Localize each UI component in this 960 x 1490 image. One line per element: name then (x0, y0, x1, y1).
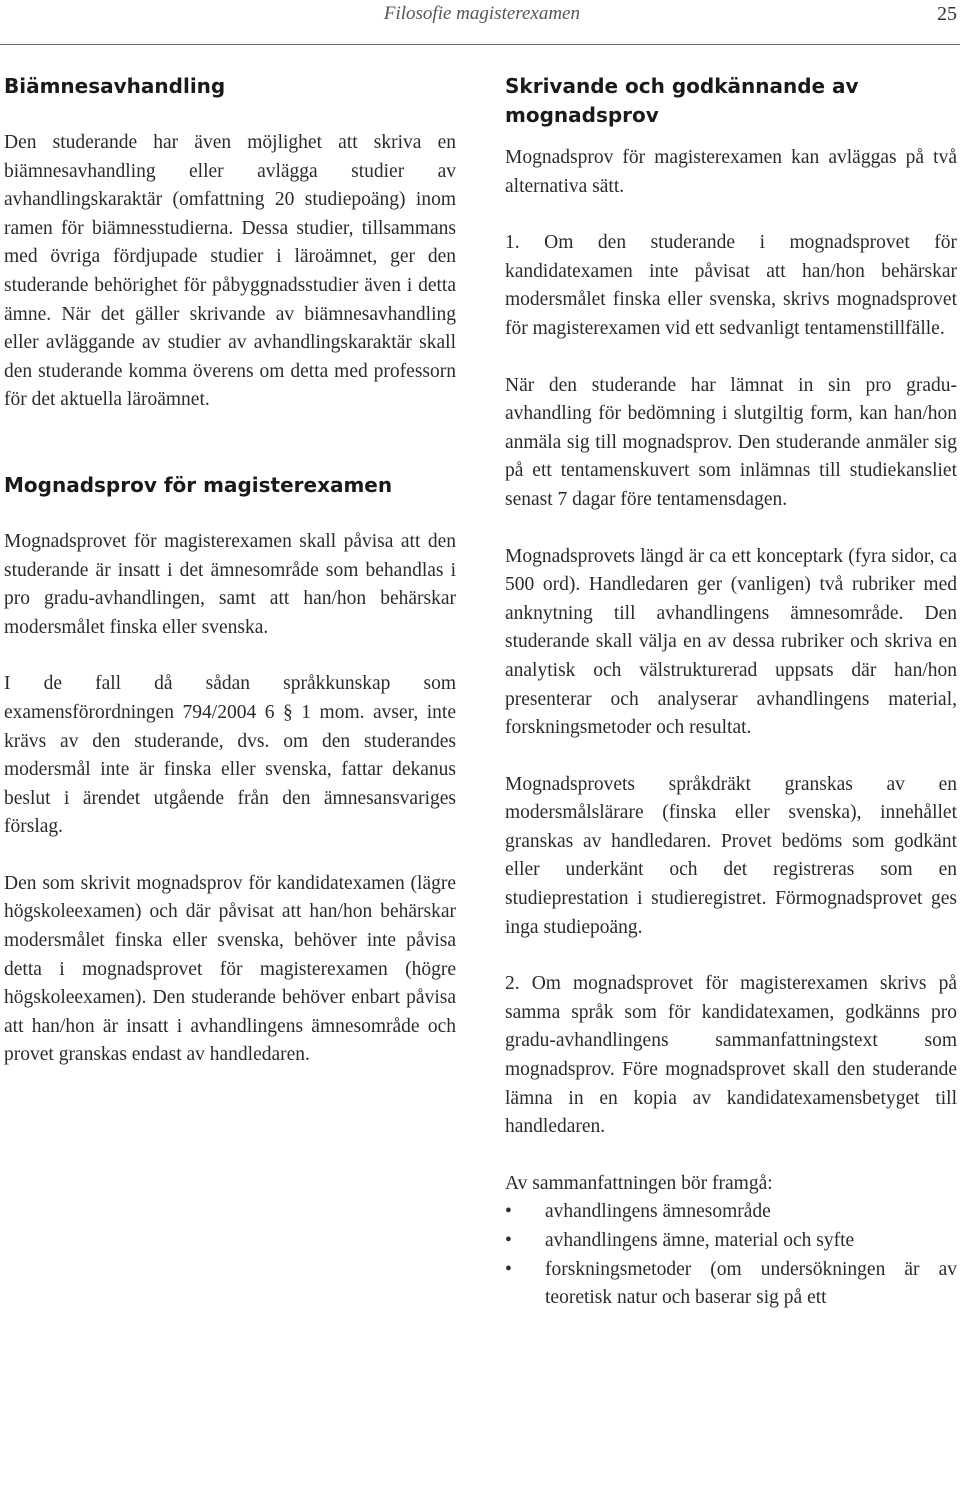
running-title: Filosofie magisterexamen (383, 3, 580, 24)
paragraph: I de fall då sådan språkkunskap som examensförordningen 794/2004 6 § 1 mom. avser, inte krävs av den studerande, dvs. om den studerandes modersmål inte är finska eller svenska, fattar dekanus beslut i ärendet utgående från den ämnesansvariges förslag. (4, 673, 456, 838)
paragraph: Mognadsprovets språkdräkt granskas av en modersmålslärare (finska eller svenska), innehållet granskas av handledaren. Provet bedöms som godkänt eller underkänt och det registreras som en studieprestation i studieregistret. Förmognadsprovet ges inga studiepoäng. (505, 773, 957, 938)
paragraph: 2. Om mognadsprovet för magisterexamen skrivs på samma språk som för kandidatexamen, godkänns pro gradu-avhandlingens sammanfattningstext som mognadsprov. Före mognadsprovet skall den studerande lämna in en kopia av kandidatexamensbetyget till handledaren. (505, 973, 957, 1138)
list-item: • avhandlingens ämnesområde (545, 1198, 957, 1227)
section-heading-mognadsprov: Mognadsprov för magisterexamen (4, 472, 393, 497)
bullet-list (505, 1198, 957, 1312)
paragraph: Den studerande har även möjlighet att skriva en biämnesavhandling eller avlägga studier av avhandlingskaraktär (omfattning 20 studiepoäng) inom ramen för biämnesstudierna. Dessa studier, tillsammans med övriga fördjupade studier i läroämnet, ger den studerande behörighet för påbyggnadsstudier även i detta ämne. När det gäller skrivande av biämnesavhandling eller avläggande av studier av avhandlingskaraktär skall den studerande komma överens om detta med professorn för det aktuella läroämnet. (4, 132, 456, 411)
left-column (4, 72, 456, 1070)
paragraph: När den studerande har lämnat in sin pro gradu-avhandling för bedömning i slutgiltig form, kan han/hon anmäla sig till mognadsprov. Den studerande anmäler sig på ett tentamenskuvert som inlämnas till studiekansliet senast 7 dagar före tentamensdagen. (505, 374, 957, 510)
list-intro: Av sammanfattningen bör framgå: (505, 1172, 773, 1194)
right-column (505, 72, 957, 1313)
list-item: • forskningsmetoder (om undersökningen är av teoretisk natur och baserar sig på ett (545, 1256, 957, 1313)
paragraph: Den som skrivit mognadsprov för kandidatexamen (lägre högskoleexamen) och där påvisat att han/hon behärskar modersmålet finska eller svenska, behöver inte påvisa detta i mognadsprovet för magisterexamen (högre högskoleexamen). Den studerande behöver enbart påvisa att han/hon är insatt i avhandlingens ämnesområde och provet granskas endast av handledaren. (4, 872, 456, 1066)
bullet-icon: • (505, 1258, 512, 1280)
page-number: 25 (937, 3, 957, 25)
bullet-icon: • (505, 1230, 512, 1251)
section-heading-skrivande: Skrivande och godkännande av mognadsprov (505, 74, 859, 127)
paragraph: Mognadsprov för magisterexamen kan avläggas på två alternativa sätt. (505, 147, 957, 197)
page-header (0, 0, 960, 45)
paragraph: 1. Om den studerande i mognadsprovet för kandidatexamen inte påvisat att han/hon behärskar modersmålet finska eller svenska, skrivs mognadsprovet för magisterexamen vid ett sedvanligt tentamenstillfälle. (505, 232, 957, 339)
section-heading-biamnesavhandling: Biämnesavhandling (4, 74, 226, 98)
list-item: • avhandlingens ämne, material och syfte (545, 1227, 957, 1256)
bullet-icon: • (505, 1201, 512, 1223)
paragraph: Mognadsprovets längd är ca ett konceptark (fyra sidor, ca 500 ord). Handledaren ger (vanligen) två rubriker med anknytning till avhandlingens ämnesområde. Den studerande skall välja en av dessa rubriker och skriva en analytisk och välstrukturerad uppsats där han/hon presenterar och analyserar avhandlingens material, forskningsmetoder och resultat. (505, 545, 957, 739)
paragraph: Mognadsprovet för magisterexamen skall påvisa att den studerande är insatt i det ämnesområde som behandlas i pro gradu-avhandlingen, samt att han/hon behärskar modersmålet finska eller svenska. (4, 530, 456, 638)
